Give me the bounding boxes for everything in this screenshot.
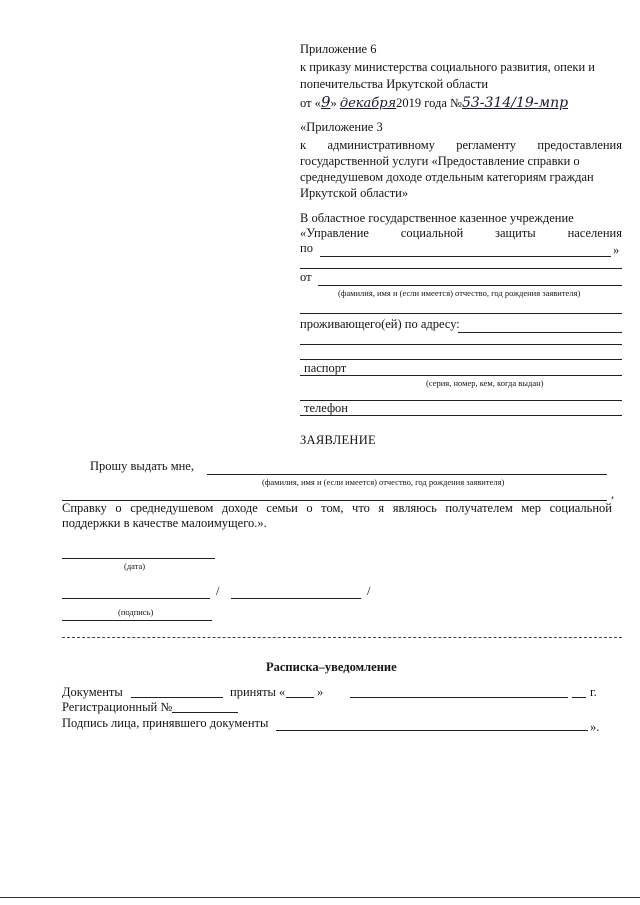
- request-label: Прошу выдать мне,: [90, 459, 194, 473]
- accepted-label: [230, 685, 285, 700]
- passport-field[interactable]: [300, 375, 622, 376]
- appendix-3-line4: Иркутской области»: [300, 186, 409, 200]
- accepted-word: принят: [230, 685, 268, 699]
- appendix-6-title: Приложение 6: [300, 42, 377, 56]
- statement-title: ЗАЯВЛЕНИЕ: [300, 433, 376, 447]
- reg-number-field[interactable]: [172, 712, 238, 713]
- accepted-quote-close: »: [317, 685, 324, 699]
- accepted-suffix: ы «: [267, 685, 286, 699]
- address-field-line1[interactable]: [458, 332, 622, 333]
- order-ref-line1: к приказу министерства социального развития, опеки и: [300, 60, 595, 74]
- cut-line: [62, 637, 622, 638]
- applicant-name-field[interactable]: [318, 285, 622, 286]
- addressee-line1: В областное государственное казенное учреждение: [300, 211, 574, 225]
- accepted-month-field[interactable]: [350, 697, 568, 698]
- word: населения: [567, 226, 622, 240]
- addressee-line2: [300, 226, 622, 241]
- date-field[interactable]: [62, 558, 215, 559]
- address-field-line2[interactable]: [300, 344, 622, 345]
- applicant-name-field-line2[interactable]: [300, 313, 622, 314]
- phone-field[interactable]: [300, 415, 622, 416]
- passport-caption: (серия, номер, кем, когда выдан): [426, 378, 544, 388]
- order-date-line: [300, 93, 568, 111]
- phone-label: телефон: [304, 401, 348, 415]
- word: предоставления: [537, 138, 622, 152]
- accepted-year-field[interactable]: [572, 697, 586, 698]
- word: регламенту: [456, 138, 517, 152]
- appendix-3-title: «Приложение 3: [300, 120, 383, 134]
- from-label: от: [300, 270, 312, 284]
- order-ref-line2: попечительства Иркутской области: [300, 77, 489, 91]
- signature-decoding-field[interactable]: [231, 598, 361, 599]
- date-prefix: от «: [300, 96, 321, 110]
- order-number-handwritten: 53-314/19-мпр: [461, 95, 569, 111]
- statement-body-line2: поддержки в качестве малоимущего.».: [62, 516, 267, 530]
- signature-field[interactable]: [62, 598, 210, 599]
- appendix-3-line1: [300, 138, 622, 153]
- passport-field-line2[interactable]: [300, 400, 622, 401]
- residing-label: проживающего(ей) по адресу:: [300, 317, 460, 331]
- signer-label: Подпись лица, принявшего документы: [62, 716, 269, 730]
- docs-label: Документы: [62, 685, 123, 699]
- date-day-handwritten: 9: [320, 93, 331, 111]
- request-name-field[interactable]: [207, 474, 607, 475]
- district-field[interactable]: [320, 256, 611, 257]
- slash-2: /: [367, 584, 371, 598]
- date-caption: (дата): [124, 561, 146, 571]
- word: защиты: [495, 226, 536, 240]
- slash-1: /: [216, 584, 220, 598]
- word: социальной: [400, 226, 464, 240]
- appendix-3-line2: государственной услуги «Предоставление справки о: [300, 154, 580, 168]
- district-field-line2[interactable]: [300, 268, 622, 269]
- address-field-line3[interactable]: [300, 359, 622, 360]
- date-year: 2019 года №: [396, 96, 462, 110]
- receipt-title: Расписка–уведомление: [266, 660, 397, 674]
- signature-caption: (подпись): [118, 607, 154, 617]
- word: «Управление: [300, 226, 369, 240]
- applicant-name-caption: (фамилия, имя и (если имеется) отчество, год рождения заявителя): [338, 288, 581, 298]
- reg-label: Регистрационный №: [62, 700, 173, 714]
- year-suffix: г.: [590, 685, 597, 699]
- bottom-border: [0, 897, 640, 898]
- quote-close: »: [613, 243, 620, 257]
- accepted-day-field[interactable]: [286, 697, 314, 698]
- docs-field[interactable]: [131, 697, 223, 698]
- date-mid: »: [330, 96, 337, 110]
- appendix-3-line3: среднедушевом доходе отдельным категориям граждан: [300, 170, 594, 184]
- signer-field[interactable]: [276, 730, 588, 731]
- passport-label: паспорт: [304, 361, 347, 375]
- statement-body-line1: Справку о среднедушевом доходе семьи о том, что я являюсь получателем мер социальной: [62, 501, 612, 515]
- date-month-handwritten: декабря: [339, 96, 397, 111]
- word: к: [300, 138, 307, 152]
- request-name-caption: (фамилия, имя и (если имеется) отчество, год рождения заявителя): [262, 477, 505, 487]
- signer-end: ».: [590, 720, 600, 734]
- signature-line2[interactable]: [62, 620, 212, 621]
- comma: ,: [611, 487, 615, 501]
- po-label: по: [300, 241, 313, 255]
- word: административному: [327, 138, 435, 152]
